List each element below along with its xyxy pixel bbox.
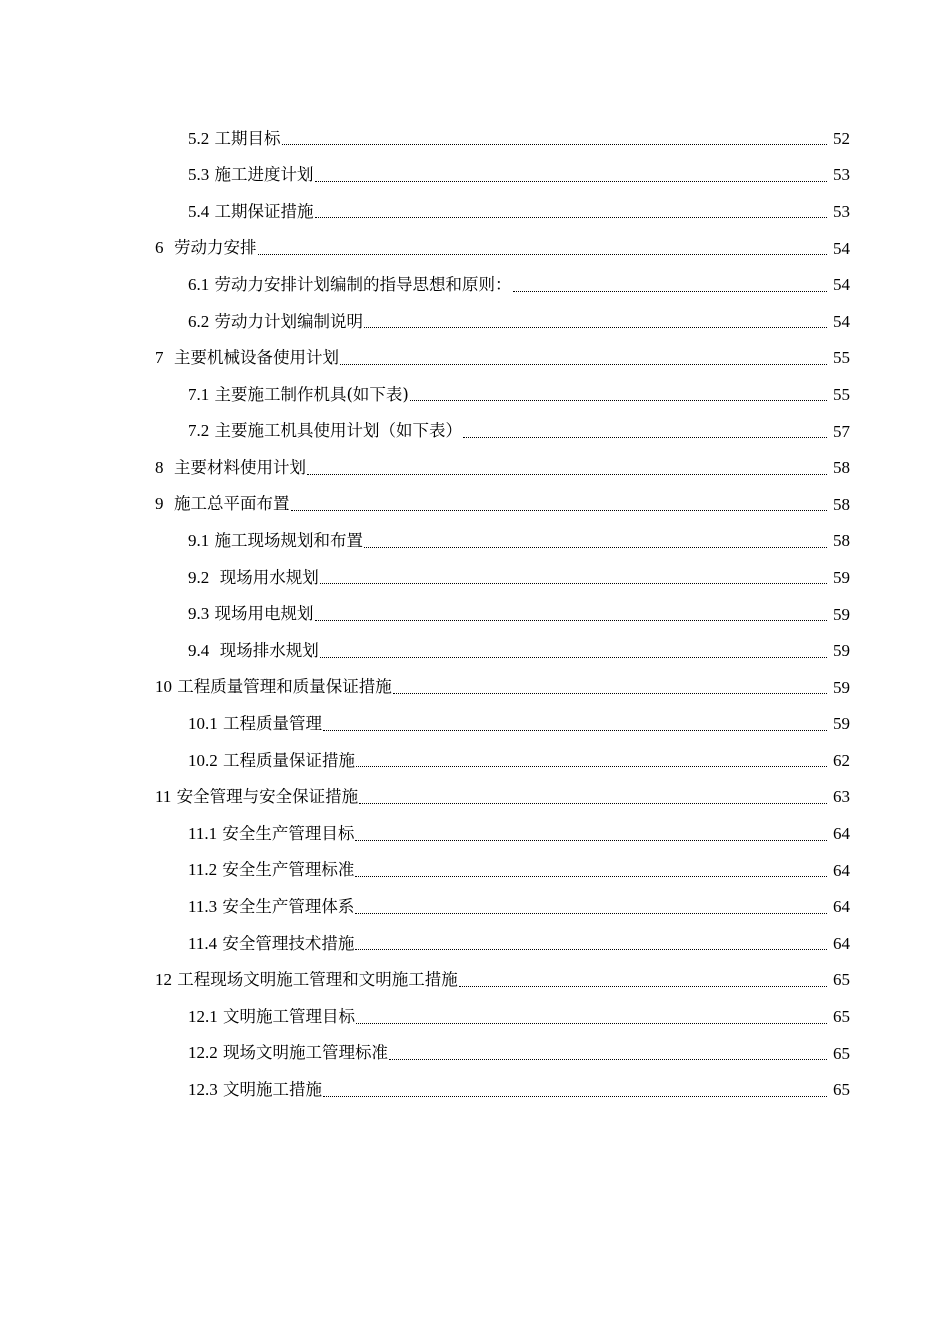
toc-entry-text	[188, 1044, 388, 1062]
toc-entry-page: 65	[833, 1043, 850, 1063]
toc-entry-title: 主要材料使用计划	[168, 457, 306, 477]
toc-dot-leader	[315, 619, 828, 621]
toc-entry-text	[188, 935, 354, 953]
toc-entry-number: 12	[155, 970, 172, 990]
toc-entry-number: 10	[155, 677, 172, 697]
toc-entry-number: 6	[155, 238, 164, 258]
toc-entry-title: 主要施工机具使用计划（如下表）	[214, 421, 462, 441]
toc-entry-page: 59	[833, 677, 850, 697]
toc-entry-number: 9.3	[188, 604, 210, 624]
toc-entry-page: 57	[833, 421, 850, 441]
toc-entry-text	[188, 569, 319, 587]
toc-entry-title: 文明施工管理目标	[223, 1006, 355, 1026]
toc-entry-title: 工程质量管理	[223, 714, 322, 734]
toc-entry-text	[155, 495, 290, 513]
toc-entry-text	[155, 678, 392, 696]
toc-entry-number: 12.3	[188, 1079, 218, 1099]
toc-dot-leader	[320, 656, 827, 658]
toc-entry-9-2[interactable]	[0, 559, 950, 596]
toc-dot-leader	[355, 875, 827, 877]
toc-dot-leader	[355, 912, 827, 914]
toc-entry-title: 劳动力安排	[168, 238, 257, 258]
toc-entry-page: 65	[833, 1080, 850, 1100]
toc-dot-leader	[355, 839, 827, 841]
toc-entry-page: 59	[833, 567, 850, 587]
toc-dot-leader	[364, 326, 827, 328]
toc-entry-title: 劳动力计划编制说明	[214, 311, 363, 331]
toc-entry-title: 施工进度计划	[214, 165, 314, 185]
toc-dot-leader	[356, 765, 827, 767]
toc-entry-number: 7.1	[188, 384, 210, 404]
toc-entry-number: 10.1	[188, 714, 218, 734]
toc-entry-number: 7.2	[188, 421, 210, 441]
toc-entry-page: 64	[833, 933, 850, 953]
toc-entry-text	[155, 459, 306, 477]
toc-entry-6[interactable]	[0, 230, 950, 267]
toc-entry-number: 11.1	[188, 823, 218, 843]
toc-entry-number: 6.1	[188, 274, 210, 294]
toc-entry-number: 9	[155, 494, 164, 514]
toc-entry-page: 58	[833, 494, 850, 514]
toc-entry-title: 工期保证措施	[214, 201, 314, 221]
toc-entry-number: 6.2	[188, 311, 210, 331]
toc-entry-number: 10.2	[188, 750, 218, 770]
toc-entry-text	[188, 752, 355, 770]
toc-entry-number: 9.1	[188, 531, 210, 551]
toc-entry-title: 安全生产管理目标	[222, 823, 355, 843]
toc-dot-leader	[315, 216, 828, 218]
toc-entry-number: 11.2	[188, 860, 218, 880]
toc-entry-12-1[interactable]	[0, 998, 950, 1035]
toc-entry-page: 54	[833, 311, 850, 331]
toc-entry-page: 59	[833, 641, 850, 661]
toc-entry-text	[188, 276, 512, 294]
toc-entry-page: 59	[833, 604, 850, 624]
toc-entry-number: 9.2	[188, 567, 210, 587]
toc-entry-text	[155, 788, 358, 806]
toc-entry-number: 11.3	[188, 897, 218, 917]
toc-entry-title: 工期目标	[214, 128, 281, 148]
toc-entry-text	[188, 605, 314, 623]
toc-entry-text	[155, 971, 458, 989]
toc-entry-7-2[interactable]	[0, 413, 950, 450]
toc-entry-number: 5.2	[188, 128, 210, 148]
toc-dot-leader	[291, 509, 828, 511]
toc-dot-leader	[364, 546, 827, 548]
toc-entry-page: 54	[833, 238, 850, 258]
toc-entry-11-4[interactable]	[0, 925, 950, 962]
toc-entry-9-1[interactable]	[0, 523, 950, 560]
toc-entry-page: 64	[833, 897, 850, 917]
toc-dot-leader	[355, 948, 827, 950]
toc-entry-text	[188, 715, 322, 733]
toc-entry-title: 安全生产管理标准	[222, 860, 355, 880]
toc-entry-number: 7	[155, 348, 164, 368]
toc-entry-title: 安全管理技术措施	[222, 933, 355, 953]
toc-dot-leader	[320, 582, 827, 584]
toc-dot-leader	[463, 436, 827, 438]
toc-entry-page: 65	[833, 970, 850, 990]
toc-dot-leader	[282, 143, 828, 145]
toc-entry-text	[155, 239, 257, 257]
toc-dot-leader	[359, 802, 827, 804]
toc-dot-leader	[393, 692, 827, 694]
toc-entry-12[interactable]	[0, 962, 950, 999]
toc-dot-leader	[459, 985, 827, 987]
toc-entry-11[interactable]	[0, 779, 950, 816]
toc-entry-title: 现场文明施工管理标准	[223, 1043, 388, 1063]
toc-entry-title: 文明施工措施	[223, 1079, 322, 1099]
toc-dot-leader	[389, 1058, 827, 1060]
toc-entry-9-3[interactable]	[0, 596, 950, 633]
toc-entry-number: 12.1	[188, 1006, 218, 1026]
toc-entry-title: 主要施工制作机具(如下表)	[214, 384, 409, 404]
toc-entry-title: 工程现场文明施工管理和文明施工措施	[177, 970, 458, 990]
toc-entry-6-1[interactable]	[0, 266, 950, 303]
toc-entry-title: 主要机械设备使用计划	[168, 348, 339, 368]
toc-entry-page: 58	[833, 458, 850, 478]
toc-entry-11-3[interactable]	[0, 888, 950, 925]
toc-entry-page: 55	[833, 348, 850, 368]
toc-entry-number: 9.4	[188, 640, 210, 660]
toc-dot-leader	[258, 253, 828, 255]
toc-entry-page: 64	[833, 860, 850, 880]
toc-entry-11-1[interactable]	[0, 815, 950, 852]
toc-entry-11-2[interactable]	[0, 852, 950, 889]
toc-entry-text	[188, 861, 354, 879]
toc-entry-7[interactable]	[0, 340, 950, 377]
toc-entry-page: 63	[833, 787, 850, 807]
toc-entry-number: 5.3	[188, 165, 210, 185]
toc-entry-6-2[interactable]	[0, 303, 950, 340]
toc-entry-text	[188, 386, 409, 404]
toc-entry-text	[188, 898, 354, 916]
toc-dot-leader	[307, 473, 827, 475]
toc-entry-title: 施工现场规划和布置	[214, 531, 363, 551]
toc-dot-leader	[356, 1022, 827, 1024]
toc-entry-text	[188, 422, 462, 440]
toc-entry-page: 53	[833, 165, 850, 185]
toc-entry-text	[155, 349, 339, 367]
toc-entry-12-3[interactable]	[0, 1071, 950, 1108]
toc-entry-text	[188, 130, 281, 148]
toc-entry-10[interactable]	[0, 669, 950, 706]
toc-entry-page: 54	[833, 275, 850, 295]
toc-entry-page: 59	[833, 714, 850, 734]
toc-entry-9-4[interactable]	[0, 632, 950, 669]
toc-entry-number: 5.4	[188, 201, 210, 221]
toc-entry-page: 53	[833, 201, 850, 221]
toc-entry-page: 58	[833, 531, 850, 551]
toc-entry-text	[188, 166, 314, 184]
toc-entry-page: 55	[833, 384, 850, 404]
toc-entry-title: 现场用电规划	[214, 604, 314, 624]
toc-entry-title: 现场用水规划	[214, 567, 319, 587]
toc-entry-text	[188, 532, 363, 550]
toc-entry-title: 现场排水规划	[214, 640, 319, 660]
toc-entry-title: 工程质量保证措施	[223, 750, 355, 770]
toc-entry-page: 62	[833, 750, 850, 770]
toc-dot-leader	[410, 399, 827, 401]
toc-dot-leader	[315, 180, 828, 182]
toc-dot-leader	[323, 1095, 827, 1097]
toc-entry-number: 11.4	[188, 933, 218, 953]
toc-entry-page: 64	[833, 824, 850, 844]
toc-entry-8[interactable]	[0, 449, 950, 486]
toc-entry-text	[188, 313, 363, 331]
toc-entry-5-4[interactable]	[0, 193, 950, 230]
toc-entry-page: 52	[833, 128, 850, 148]
toc-entry-7-1[interactable]	[0, 376, 950, 413]
toc-entry-5-3[interactable]	[0, 157, 950, 194]
toc-entry-number: 11	[155, 787, 172, 807]
toc-dot-leader	[340, 363, 827, 365]
toc-entry-9[interactable]	[0, 486, 950, 523]
table-of-contents	[0, 120, 950, 1108]
toc-entry-text	[188, 642, 319, 660]
toc-entry-page: 65	[833, 1007, 850, 1027]
toc-entry-title: 施工总平面布置	[168, 494, 290, 514]
toc-entry-text	[188, 203, 314, 221]
toc-entry-text	[188, 1008, 355, 1026]
toc-entry-number: 8	[155, 457, 164, 477]
toc-entry-text	[188, 1081, 322, 1099]
toc-dot-leader	[323, 729, 827, 731]
toc-entry-title: 工程质量管理和质量保证措施	[177, 677, 392, 697]
toc-entry-title: 安全生产管理体系	[222, 897, 355, 917]
toc-entry-title: 安全管理与安全保证措施	[176, 787, 359, 807]
toc-entry-number: 12.2	[188, 1043, 218, 1063]
toc-dot-leader	[513, 290, 828, 292]
toc-entry-10-2[interactable]	[0, 742, 950, 779]
toc-entry-text	[188, 825, 354, 843]
toc-entry-title: 劳动力安排计划编制的指导思想和原则：	[214, 274, 512, 294]
toc-entry-5-2[interactable]	[0, 120, 950, 157]
toc-entry-12-2[interactable]	[0, 1035, 950, 1072]
toc-entry-10-1[interactable]	[0, 706, 950, 743]
